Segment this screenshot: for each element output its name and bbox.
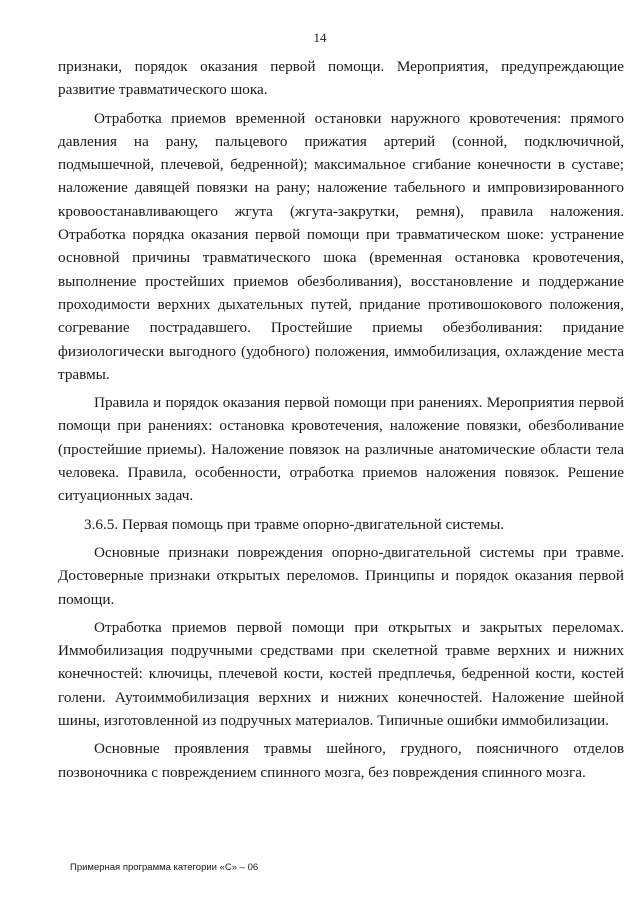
document-body: [58, 55, 624, 789]
page-number: 14: [313, 30, 327, 45]
page-footer: Примерная программа категории «С» – 06: [70, 862, 259, 873]
paragraph: Основные признаки повреждения опорно-двигательной системы при травме. Достоверные признаки открытых переломов. Принципы и порядок оказания первой помощи.: [58, 543, 624, 608]
paragraph: Основные проявления травмы шейного, грудного, поясничного отделов позвоночника с повреждением спинного мозга, без повреждения спинного мозга.: [58, 740, 624, 781]
paragraph: Отработка приемов первой помощи при открытых и закрытых переломах. Иммобилизация подручными средствами при скелетной травме верхних и нижних конечностей: ключицы, плечевой кости, костей предплечья, бедренной кости, костей голени. Аутоиммобилизация верхних и нижних конечностей. Наложение шейной шины, изготовленной из подручных материалов. Типичные ошибки иммобилизации.: [58, 618, 624, 730]
section-heading: 3.6.5. Первая помощь при травме опорно-двигательной системы.: [84, 515, 505, 533]
paragraph: Отработка приемов временной остановки наружного кровотечения: прямого давления на рану, пальцевого прижатия артерий (сонной, подключичной, подмышечной, плечевой, бедренной); максимальное сгибание конечности в суставе; наложение давящей повязки на рану; наложение табельного и импровизированного кровоостанавливающего жгута (жгута-закрутки, ремня), правила наложения. Отработка порядка оказания первой помощи при травматическом шоке: устранение основной причины травматического шока (временная остановка кровотечения, выполнение простейших приемов обезболивания), восстановление и поддержание проходимости верхних дыхательных путей, придание противошокового положения, согревание пострадавшего. Простейшие приемы обезболивания: придание физиологически выгодного (удобного) положения, иммобилизация, охлаждение места травмы.: [58, 109, 624, 383]
paragraph: признаки, порядок оказания первой помощи. Мероприятия, предупреждающие развитие травматического шока.: [58, 58, 624, 99]
paragraph: Правила и порядок оказания первой помощи при ранениях. Мероприятия первой помощи при ранениях: остановка кровотечения, наложение повязки, обезболивание (простейшие приемы). Наложение повязок на различные анатомические области тела человека. Правила, особенности, отработка приемов наложения повязок. Решение ситуационных задач.: [58, 394, 624, 505]
